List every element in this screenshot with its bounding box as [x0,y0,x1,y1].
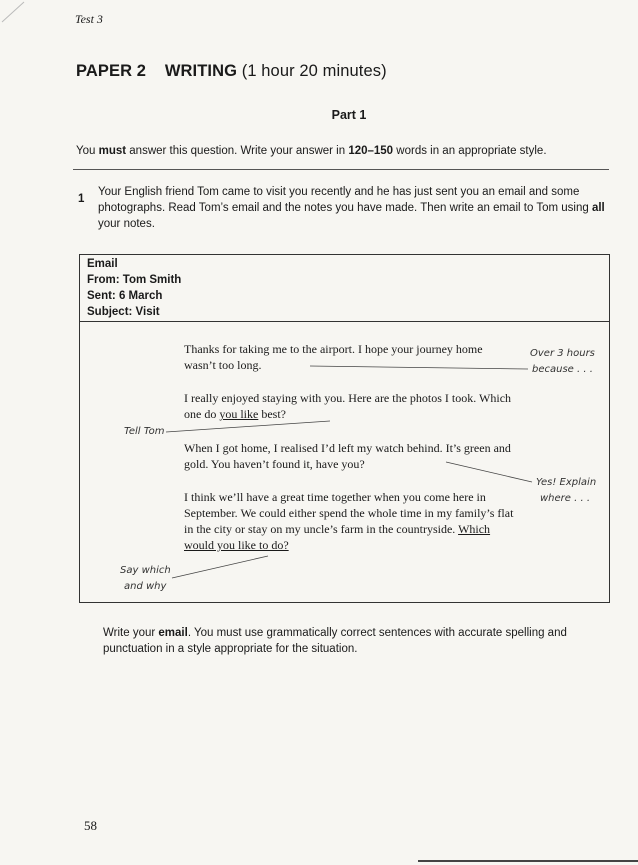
instruction-word-range: 120–150 [348,145,394,157]
email-paragraph-2-post: best? [258,407,286,421]
email-paragraph-2-pre: I really enjoyed staying with you. Here are the photos I took. Which one do [184,391,512,421]
email-paragraph-1: Thanks for taking me to the airport. I hope your journey home wasn’t too long. [184,342,483,372]
pointer-line-watch [446,462,532,482]
question-text-pre: Your English friend Tom came to visit you recently and he has just sent you an email and some photographs. Read Tom’s email and the notes you have made. Then write an email to Tom using [98,186,592,214]
part-heading: Part 1 [331,108,367,122]
pointer-line-photos [166,421,330,432]
note-because: because . . . [532,364,593,375]
email-paragraph-4-underlined: Which would you like to do? [184,522,491,552]
paper-name: WRITING [164,62,238,80]
instruction-pre: You [76,145,99,157]
note-yes-explain: Yes! Explain [536,477,597,488]
instruction-must: must [98,145,127,157]
email-paragraph-2-underlined: you like [219,407,259,421]
note-over-3-hours: Over 3 hours [530,348,595,359]
email-subject: Subject: Visit [87,306,160,318]
note-and-why: and why [124,581,167,592]
test-label: Test 3 [75,12,103,26]
final-instruction [103,625,613,657]
email-from: From: Tom Smith [87,274,182,286]
final-instruction-pre: Write your [103,627,159,639]
instruction-post: words in an appropriate style. [393,145,547,157]
email-paragraph-4-pre: I think we’ll have a great time together when you come here in September. We could either spend the whole time in my family’s flat in the city or stay on my uncle’s farm in the countryside. [184,490,514,536]
paper-duration: (1 hour 20 minutes) [241,62,387,80]
page-number: 58 [84,818,97,833]
note-where: where . . . [540,493,591,504]
final-instruction-post: . You must use grammatically correct sentences with accurate spelling and punctuation in a style appropriate for the situation. [103,627,567,655]
pointer-line-which [172,556,268,578]
question-text-bold: all [591,202,605,214]
pointer-line-journey [310,366,528,369]
note-say-which: Say which [120,565,171,576]
paper-code: PAPER 2 [76,62,147,80]
question-text-post: your notes. [98,218,155,230]
bottom-rule [418,860,638,862]
email-sent: Sent: 6 March [87,290,163,302]
final-instruction-bold: email [158,627,188,639]
email-paragraph-3: When I got home, I realised I’d left my watch behind. It’s green and gold. You haven’t found it, have you? [184,441,511,471]
email-title: Email [87,258,118,270]
instruction-mid: answer this question. Write your answer in [126,145,349,157]
question-number: 1 [78,193,85,205]
note-tell-tom: Tell Tom [124,426,165,437]
